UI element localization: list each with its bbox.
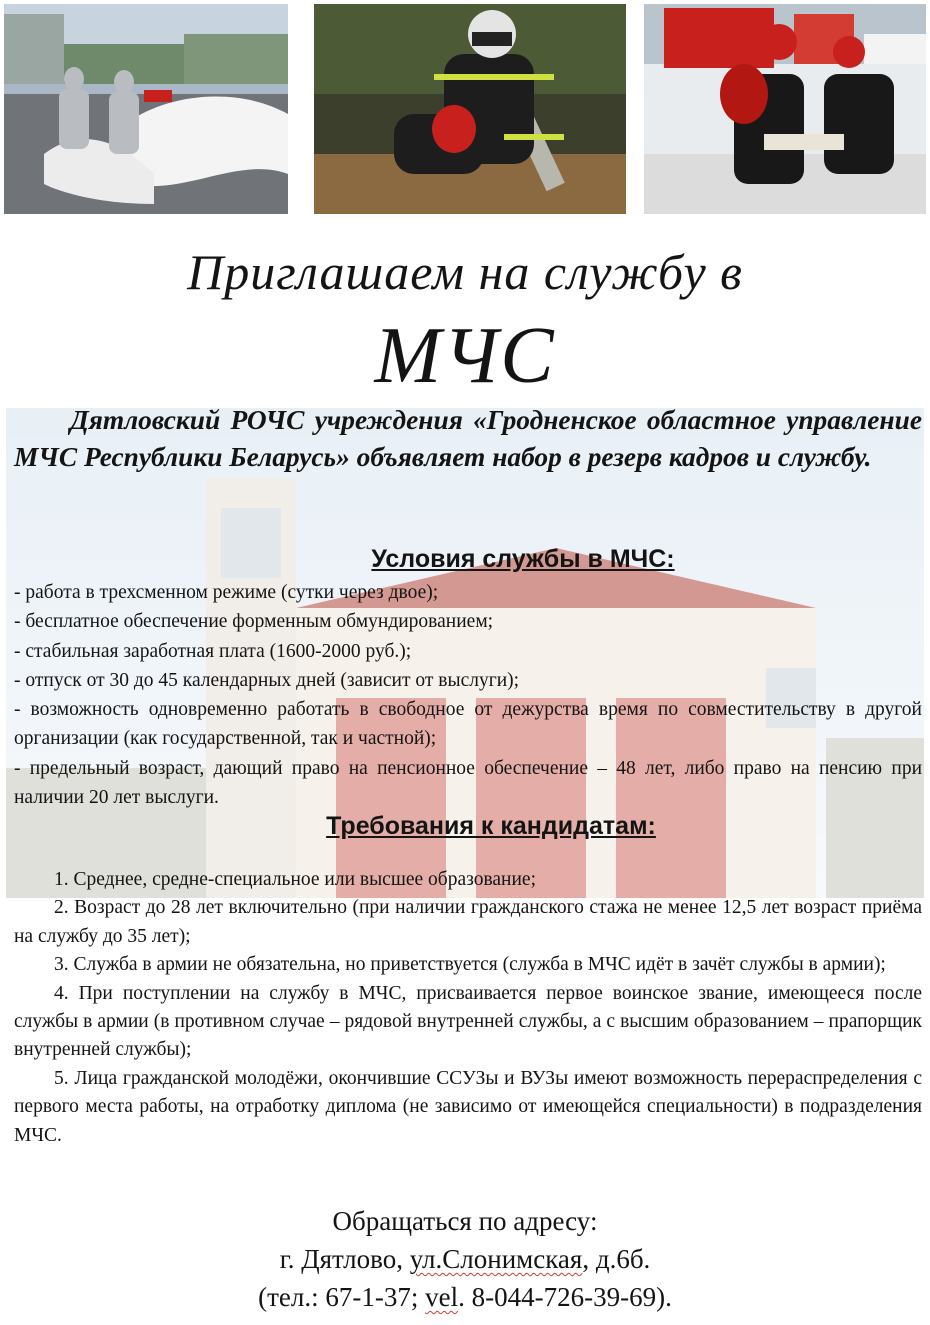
condition-item: - работа в трехсменном режиме (сутки через двое);: [14, 582, 439, 603]
address-street: ул.Слонимская: [409, 1244, 583, 1274]
phone-mobile: . 8-044-726-39-69).: [458, 1282, 672, 1312]
requirement-item: 5. Лица гражданской молодёжи, окончившие ССУЗы и ВУЗы имеют возможность перераспределения с первого места работы, на отработку диплома (не зависимо от имеющейся специальности) в подразделения МЧС.: [14, 1067, 922, 1146]
page-title-mchs: МЧС: [374, 312, 556, 400]
condition-item: - стабильная заработная плата (1600-2000 руб.);: [14, 640, 412, 662]
condition-item: - отпуск от 30 до 45 календарных дней (зависит от выслуги);: [14, 669, 520, 691]
requirement-item: 3. Служба в армии не обязательна, но приветствуется (служба в МЧС идёт в зачёт службы в армии);: [54, 954, 886, 976]
address-house: , д.6б.: [582, 1244, 651, 1274]
contact-heading: Обращаться по адресу:: [332, 1206, 598, 1236]
intro-paragraph: Дятловский РОЧС учреждения «Гродненское областное управление МЧС Республики Беларусь» объявляет набор в резерв кадров и службу.: [14, 405, 922, 472]
fire-hose-training-photo: [644, 4, 926, 214]
page-title-line1: Приглашаем на службу в: [187, 244, 743, 300]
condition-item: - бесплатное обеспечение форменным обмундированием;: [14, 611, 494, 633]
requirements-list: [14, 866, 922, 1150]
requirement-item: 1. Среднее, средне-специальное или высшее образование;: [54, 869, 537, 890]
foam-training-photo: [4, 4, 288, 214]
firefighter-rescue-photo: [314, 4, 626, 214]
requirement-item: 2. Возраст до 28 лет включительно (при наличии гражданского стажа не менее 12,5 лет возраст приёма на службу до 35 лет);: [14, 897, 922, 947]
contact-phones: [0, 1278, 930, 1316]
phone-vel: vel: [425, 1282, 459, 1312]
contact-address: [0, 1240, 930, 1278]
condition-item: - предельный возраст, дающий право на пенсионное обеспечение – 48 лет, либо право на пенсию при наличии 20 лет выслуги.: [14, 757, 922, 809]
address-city: г. Дятлово,: [279, 1244, 410, 1274]
contact-block: [0, 1202, 930, 1316]
conditions-heading: Условия службы в МЧС:: [371, 545, 675, 573]
conditions-list: [14, 578, 922, 812]
condition-item: - возможность одновременно работать в свободное от дежурства время по совместительству в другой организации (как государственной, так и частной);: [14, 699, 922, 750]
phone-landline: (тел.: 67-1-37;: [258, 1282, 426, 1312]
requirement-item: 4. При поступлении на службу в МЧС, присваивается первое воинское звание, имеющееся после службы в армии (в противном случае – рядовой внутренней службы, а с высшим образованием – прапорщик внутренней службы);: [14, 982, 922, 1061]
requirements-heading: Требования к кандидатам:: [326, 812, 656, 840]
